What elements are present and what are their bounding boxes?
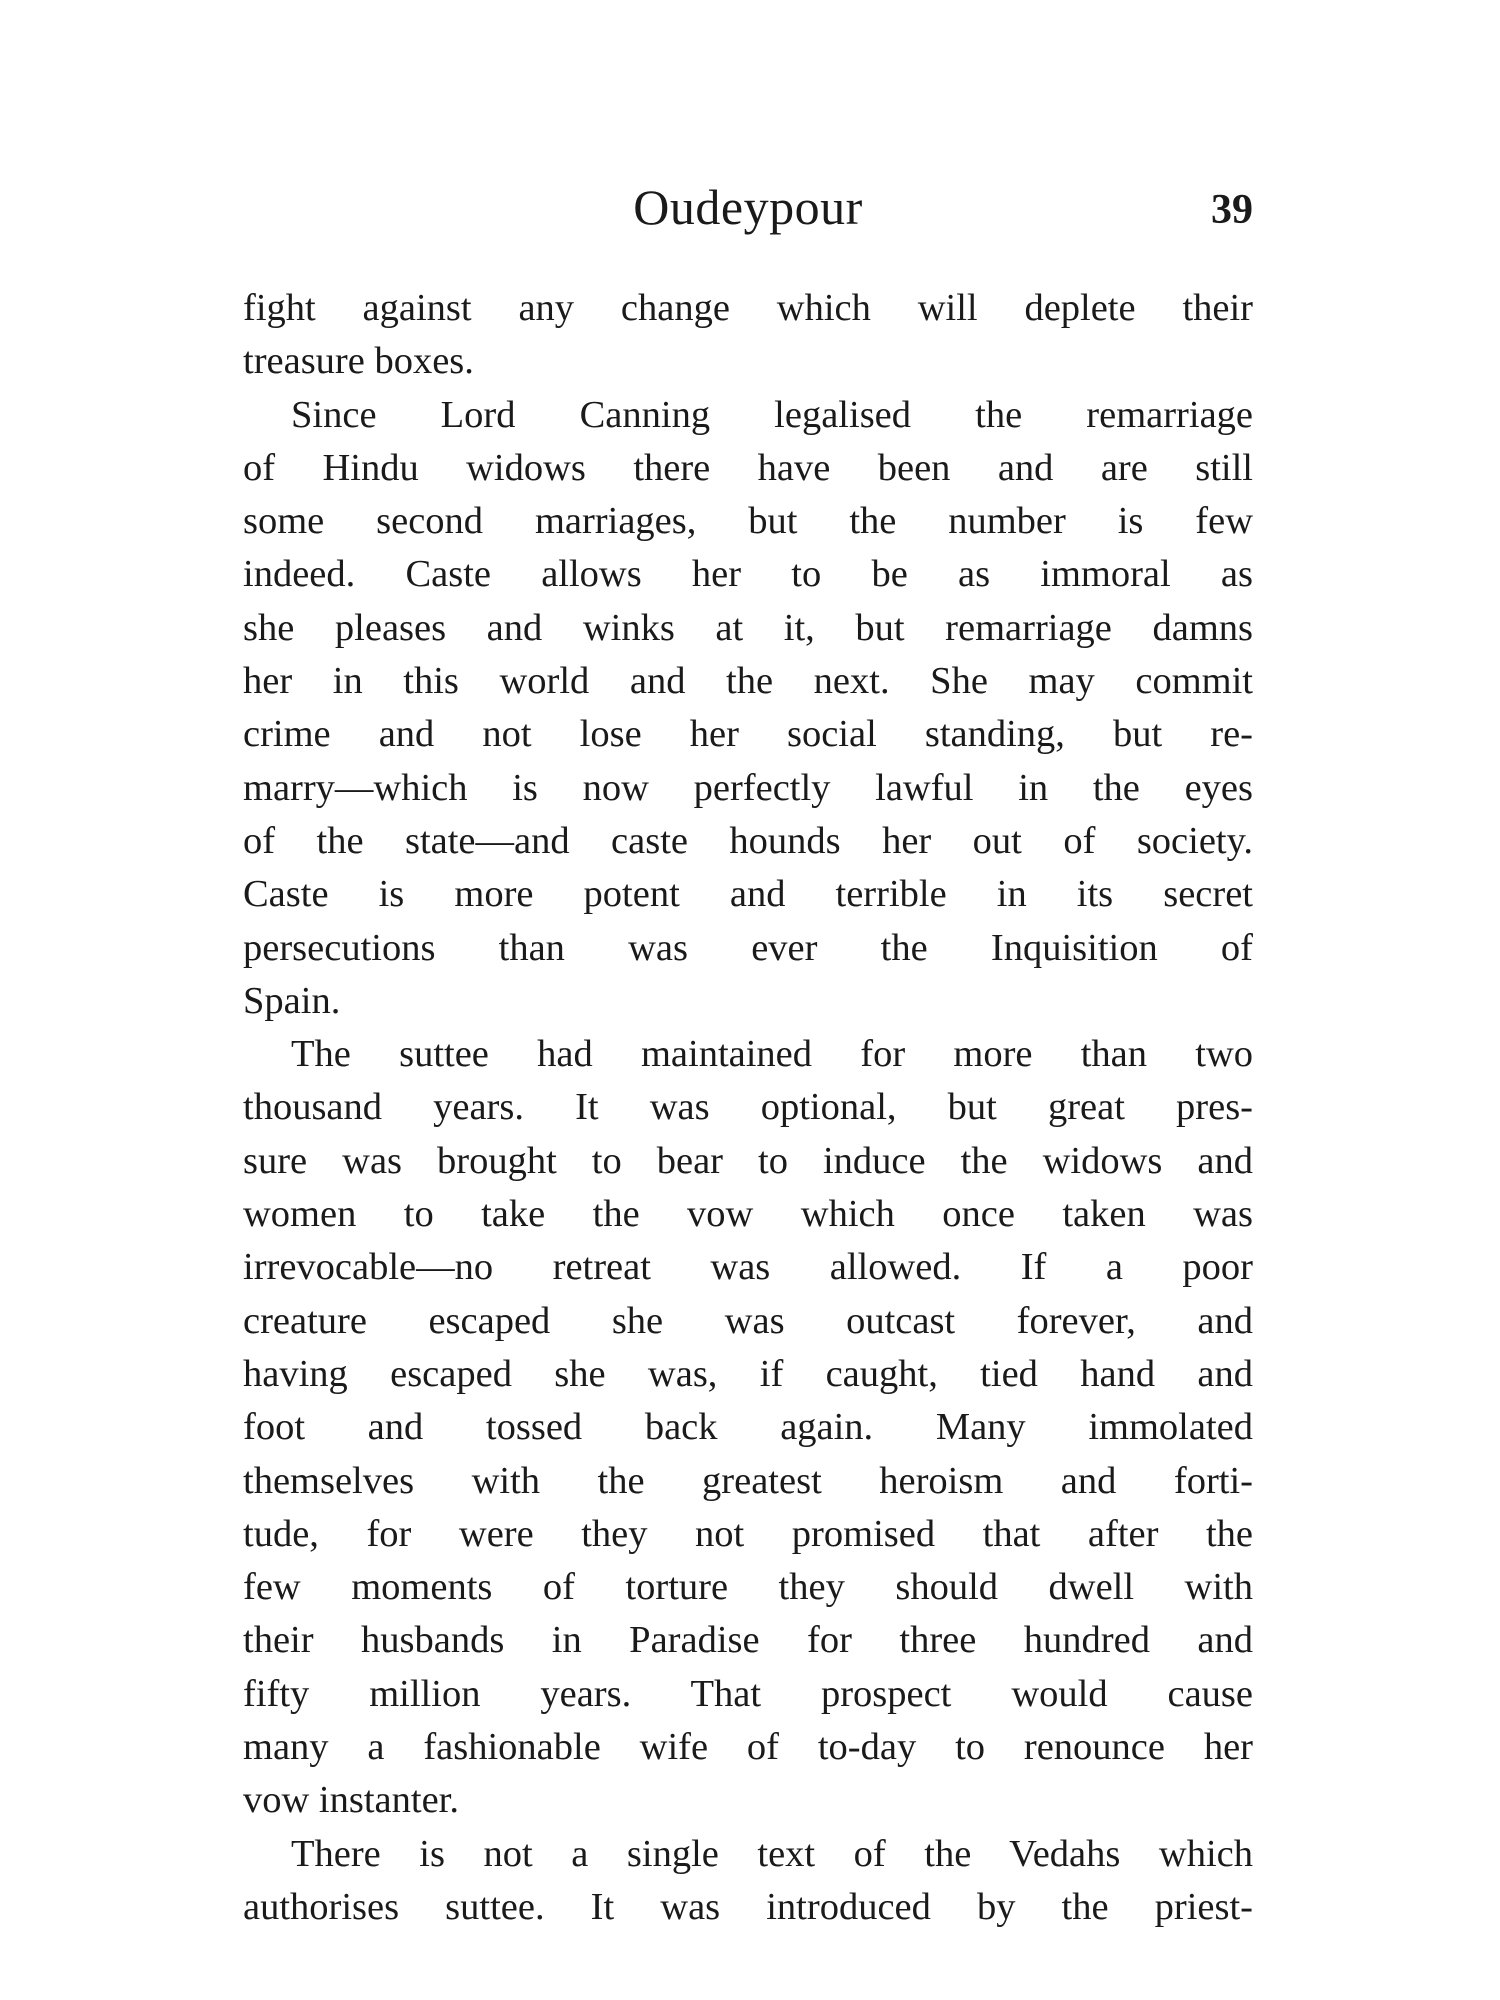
text-line: many a fashionable wife of to-day to renounce her [243,1726,1253,1769]
text-line: sure was brought to bear to induce the widows and [243,1139,1253,1182]
paragraph [243,1028,1253,1827]
text-line: crime and not lose her social standing, but re- [243,713,1253,756]
text-line: thousand years. It was optional, but great pres- [243,1086,1253,1129]
text-line: of Hindu widows there have been and are still [243,446,1253,489]
text-line: Caste is more potent and terrible in its secret [243,873,1253,916]
text-line: Since Lord Canning legalised the remarriage [291,393,1253,436]
text-line: fight against any change which will deplete their [243,287,1253,329]
paragraph [243,282,1253,389]
text-line: themselves with the greatest heroism and forti- [243,1459,1253,1502]
page-header [243,172,1253,242]
text-line: vow instanter. [243,1779,459,1822]
text-line: their husbands in Paradise for three hundred and [243,1619,1253,1662]
page-number: 39 [1211,187,1253,233]
text-line: indeed. Caste allows her to be as immoral as [243,553,1253,596]
text-line: she pleases and winks at it, but remarriage damns [243,606,1253,649]
text-line: foot and tossed back again. Many immolated [243,1406,1253,1449]
text-line: tude, for were they not promised that after the [243,1512,1253,1555]
text-line: having escaped she was, if caught, tied hand and [243,1352,1253,1395]
running-title: Oudeypour [633,179,863,235]
text-line: persecutions than was ever the Inquisition of [243,926,1253,969]
body-text [243,282,1253,1934]
text-line: her in this world and the next. She may commit [243,660,1253,703]
text-line: treasure boxes. [243,340,474,383]
text-line: women to take the vow which once taken was [243,1193,1253,1236]
text-line: authorises suttee. It was introduced by the priest- [243,1885,1253,1928]
paragraph [243,389,1253,1029]
text-line: fifty million years. That prospect would cause [243,1672,1253,1715]
text-line: few moments of torture they should dwell with [243,1566,1253,1609]
text-line: of the state—and caste hounds her out of society. [243,819,1253,862]
text-line: Spain. [243,979,341,1022]
text-line: irrevocable—no retreat was allowed. If a poor [243,1246,1253,1289]
text-line: marry—which is now perfectly lawful in the eyes [243,766,1253,809]
text-line: There is not a single text of the Vedahs which [291,1832,1253,1875]
text-line: creature escaped she was outcast forever, and [243,1299,1253,1342]
text-line: The suttee had maintained for more than two [291,1033,1253,1076]
text-line: some second marriages, but the number is few [243,500,1253,543]
paragraph [243,1828,1253,1935]
